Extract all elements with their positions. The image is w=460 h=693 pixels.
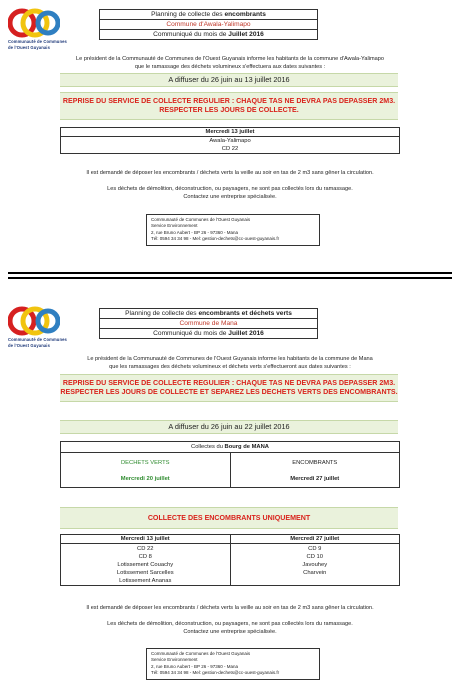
table-header: Mercredi 13 juillet xyxy=(120,536,170,542)
planning-title: Planning de collecte des encombrants et déchets verts xyxy=(100,309,317,319)
contact-address: 2, rue Bruno Aubert - BP 26 - 97360 - Mana xyxy=(151,229,238,235)
ccog-logo xyxy=(8,306,70,348)
contact-org: Communauté de Communes de l'Ouest Guyanais xyxy=(151,217,251,222)
demolition-notice: Les déchets de démolition, déconstruction, ou paysagers, ne sont pas collectés lors du ramassage. Contactez une entreprise spécialisée. xyxy=(107,621,353,635)
bulky-waste-column xyxy=(231,453,400,487)
logo-caption-line2: de l'Ouest Guyanais xyxy=(8,45,50,50)
table-row: Lotissement Ananas xyxy=(119,578,172,584)
planning-header-box xyxy=(99,308,318,339)
table-row: Awala-Yalimapo xyxy=(61,136,399,145)
ccog-logo-icon xyxy=(8,306,60,336)
intro-text: Le président de la Communauté de Communes de l'Ouest Guyanais informe les habitants de la commune de Mana que les ramassages des déchets volumineux et déchets verts s'effectueront aux dates suivantes : xyxy=(87,356,373,370)
table-row: Javouhey xyxy=(302,562,328,568)
contact-box xyxy=(146,214,320,246)
ccog-logo xyxy=(8,8,70,50)
contact-service: Service Environnement xyxy=(151,223,198,229)
bulky-waste-date: Mercredi 27 juillet xyxy=(290,476,340,482)
bulky-waste-label: ENCOMBRANTS xyxy=(292,460,338,466)
table-row: CD 10 xyxy=(306,554,323,560)
collection-table xyxy=(60,127,400,154)
dates-band: A diffuser du 26 juin au 22 juillet 2016 xyxy=(60,420,398,434)
section-divider xyxy=(8,277,452,279)
logo-caption-line1: Communauté de Communes xyxy=(8,39,67,44)
logo-caption-line1: Communauté de Communes xyxy=(8,337,67,342)
deposit-notice: Il est demandé de déposer les encombrants / déchets verts la veille au soir en tas de 2 m3 sans gêner la circulation. xyxy=(86,605,374,611)
planning-title: Planning de collecte des encombrants xyxy=(100,10,317,20)
warning-band: REPRISE DU SERVICE DE COLLECTE REGULIER : CHAQUE TAS NE DEVRA PAS DEPASSER 2M3. RESPECTER LES JOURS DE COLLECTE ET SEPAREZ LES DECHETS VERTS DES ENCOMBRANTS. xyxy=(60,374,398,402)
bourg-collection-table xyxy=(60,441,400,488)
deposit-notice: Il est demandé de déposer les encombrants / déchets verts la veille au soir en tas de 2 m3 sans gêner la circulation. xyxy=(86,170,374,176)
green-waste-date: Mercredi 20 juillet xyxy=(120,476,170,482)
table-row: CD 8 xyxy=(138,554,152,560)
ccog-logo-icon xyxy=(8,8,60,38)
table-row: CD 22 xyxy=(137,546,154,552)
table-row: CD 22 xyxy=(221,146,239,152)
table-column-27-july xyxy=(231,535,400,585)
dates-band: A diffuser du 26 juin au 13 juillet 2016 xyxy=(60,73,398,87)
contact-service: Service Environnement xyxy=(151,657,198,663)
contact-phone-mail: Tél: 0594 34 34 98 - Mel: gestion-dechets@cc-ouest-guyanais.fr xyxy=(151,670,280,676)
demolition-notice: Les déchets de démolition, déconstruction, ou paysagers, ne sont pas collectés lors du ramassage. Contactez une entreprise spécialisée. xyxy=(107,186,353,200)
contact-phone-mail: Tél: 0594 34 34 98 - Mel: gestion-dechets@cc-ouest-guyanais.fr xyxy=(151,236,280,242)
commune-name: Commune de Mana xyxy=(100,319,317,329)
table-header: Mercredi 27 juillet xyxy=(290,536,340,542)
contact-address: 2, rue Bruno Aubert - BP 26 - 97360 - Mana xyxy=(151,663,238,669)
planning-header-box xyxy=(99,9,318,40)
table-row: Charvein xyxy=(303,570,327,576)
table-row: Lotissement Couachy xyxy=(117,562,174,568)
contact-org: Communauté de Communes de l'Ouest Guyanais xyxy=(151,651,251,656)
logo-caption-line2: de l'Ouest Guyanais xyxy=(8,343,50,348)
bourg-title: Collectes du Bourg de MANA xyxy=(191,444,269,450)
section-divider xyxy=(8,272,452,274)
table-row: Lotissement Sarcelles xyxy=(116,570,174,576)
intro-text: Le président de la Communauté de Communes de l'Ouest Guyanais informe les habitants de la commune d'Awala-Yalimapo que le ramassage des déchets volumineux s'effectuera aux dates suivantes : xyxy=(76,56,384,70)
bulky-only-band: COLLECTE DES ENCOMBRANTS UNIQUEMENT xyxy=(60,507,398,529)
communique-month: Communiqué du mois de Juillet 2016 xyxy=(153,31,264,38)
commune-name: Commune d'Awala-Yalimapo xyxy=(100,20,317,30)
contact-box xyxy=(146,648,320,680)
table-column-13-july xyxy=(61,535,231,585)
table-header: Mercredi 13 juillet xyxy=(205,129,255,135)
warning-band: REPRISE DU SERVICE DE COLLECTE REGULIER : CHAQUE TAS NE DEVRA PAS DEPASSER 2M3. RESPECTER LES JOURS DE COLLECTE. xyxy=(60,92,398,120)
green-waste-label: DECHETS VERTS xyxy=(120,460,170,466)
table-row: CD 9 xyxy=(308,546,322,552)
communique-month: Communiqué du mois de Juillet 2016 xyxy=(153,330,264,337)
collection-table xyxy=(60,534,400,586)
green-waste-column xyxy=(61,453,231,487)
bourg-columns xyxy=(61,452,399,487)
